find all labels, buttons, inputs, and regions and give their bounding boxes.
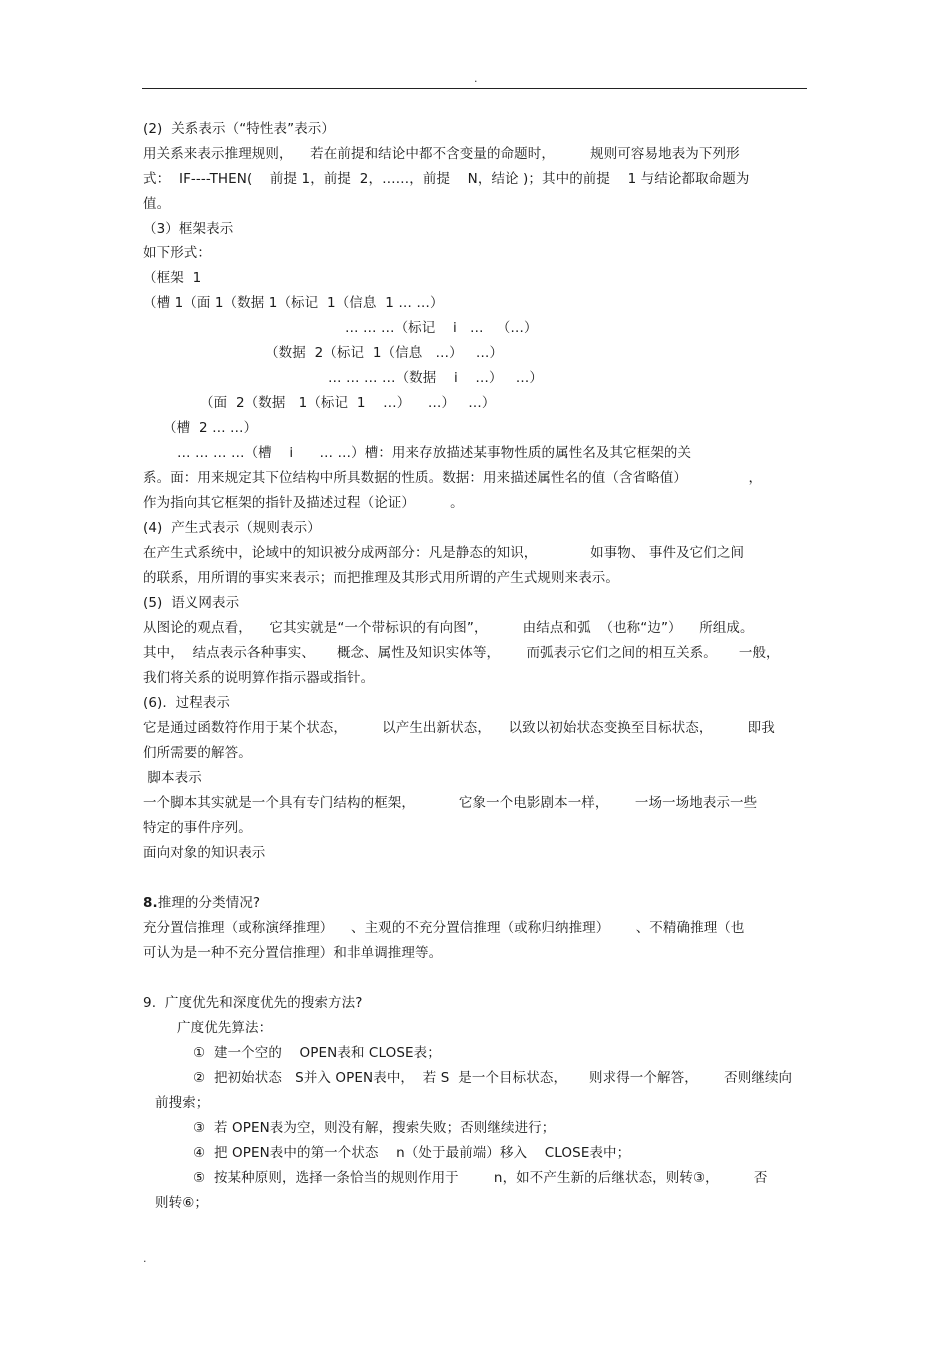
text-line: （槽 1（面 1（数据 1（标记 1（信息 1 … …） (143, 295, 444, 311)
text-line: 其中， 结点表示各种事实、 概念、属性及知识实体等， 而弧表示它们之间的相互关系。 一般， (143, 645, 780, 661)
text-line: 在产生式系统中，论域中的知识被分成两部分：凡是静态的知识， 如事物、 事件及它们之间 (143, 545, 745, 561)
header-dot: . (474, 72, 478, 85)
text-line: 充分置信推理（或称演绎推理） 、主观的不充分置信推理（或称归纳推理） 、不精确推理（也 (143, 920, 745, 936)
text-line: 的联系，用所谓的事实来表示；而把推理及其形式用所谓的产生式规则来表示。 (143, 570, 619, 586)
text-line: 一个脚本其实就是一个具有专门结构的框架， 它象一个电影剧本一样， 一场一场地表示一些 (143, 795, 758, 811)
footer-dot: . (143, 1252, 147, 1265)
text-line: 们所需要的解答。 (143, 745, 252, 761)
text-line: 值。 (143, 196, 171, 212)
text-line: (6). 过程表示 (143, 695, 230, 711)
step-4: ④ 把 OPEN表中的第一个状态 n（处于最前端）移入 CLOSE表中； (193, 1145, 631, 1161)
text-line: 则转⑥； (155, 1195, 209, 1211)
text-line: 式： IF----THEN( 前提 1，前提 2，……，前提 N，结论 )；其中的前提 1 与结论都取命题为 (143, 171, 750, 187)
text-line: 可认为是一种不充分置信推理）和非单调推理等。 (143, 945, 443, 961)
step-5: ⑤ 按某种原则，选择一条恰当的规则作用于 n，如不产生新的后继状态，则转③， 否 (193, 1170, 768, 1186)
text-line: (2) 关系表示（“特性表”表示） (143, 121, 335, 137)
text-line: 特定的事件序列。 (143, 820, 252, 836)
text-line: … … …（标记 i … （…） (345, 320, 538, 336)
header-rule (142, 88, 807, 89)
text-line: （面 2（数据 1（标记 1 …） …） …） (200, 395, 496, 411)
text-line: 脚本表示 (143, 770, 202, 786)
text-line: 从图论的观点看， 它其实就是“一个带标识的有向图”， 由结点和弧 （也称“边”） 所组成。 (143, 620, 754, 636)
question-8-heading (143, 893, 260, 913)
text-line: … … … …（数据 i …） …） (328, 370, 543, 386)
text-line: (5) 语义网表示 (143, 595, 240, 611)
question-text: 推理的分类情况? (157, 895, 261, 911)
text-line: 广度优先算法： (177, 1020, 273, 1036)
text-line: … … … …（槽 i … …）槽：用来存放描述某事物性质的属性名及其它框架的关 (177, 445, 692, 461)
text-line: 如下形式： (143, 245, 211, 261)
text-line: 系。面：用来规定其下位结构中所具数据的性质。数据：用来描述属性名的值（含省略值） ， (143, 470, 763, 486)
text-line: 前搜索； (155, 1095, 210, 1111)
text-line: (4) 产生式表示（规则表示） (143, 520, 321, 536)
step-3: ③ 若 OPEN表为空，则没有解，搜索失败；否则继续进行； (193, 1120, 556, 1136)
text-line: 我们将关系的说明算作指示器或指针。 (143, 670, 375, 686)
text-line: （框架 1 (143, 270, 202, 286)
step-1: ① 建一个空的 OPEN表和 CLOSE表； (193, 1045, 441, 1061)
question-number: 8. (143, 895, 158, 911)
text-line: 作为指向其它框架的指针及描述过程（论证） 。 (143, 495, 464, 511)
text-line: 面向对象的知识表示 (143, 845, 266, 861)
question-9-heading: 9. 广度优先和深度优先的搜索方法? (143, 995, 363, 1011)
text-line: （3）框架表示 (143, 221, 234, 237)
text-line: 用关系来表示推理规则， 若在前提和结论中都不含变量的命题时， 规则可容易地表为下列形 (143, 146, 740, 162)
text-line: 它是通过函数符作用于某个状态， 以产生出新状态， 以致以初始状态变换至目标状态， 即我 (143, 720, 775, 736)
text-line: （槽 2 … …） (163, 420, 258, 436)
step-2: ② 把初始状态 S并入 OPEN表中， 若 S 是一个目标状态， 则求得一个解答， 否则继续向 (193, 1070, 793, 1086)
text-line: （数据 2（标记 1（信息 …） …） (265, 345, 504, 361)
